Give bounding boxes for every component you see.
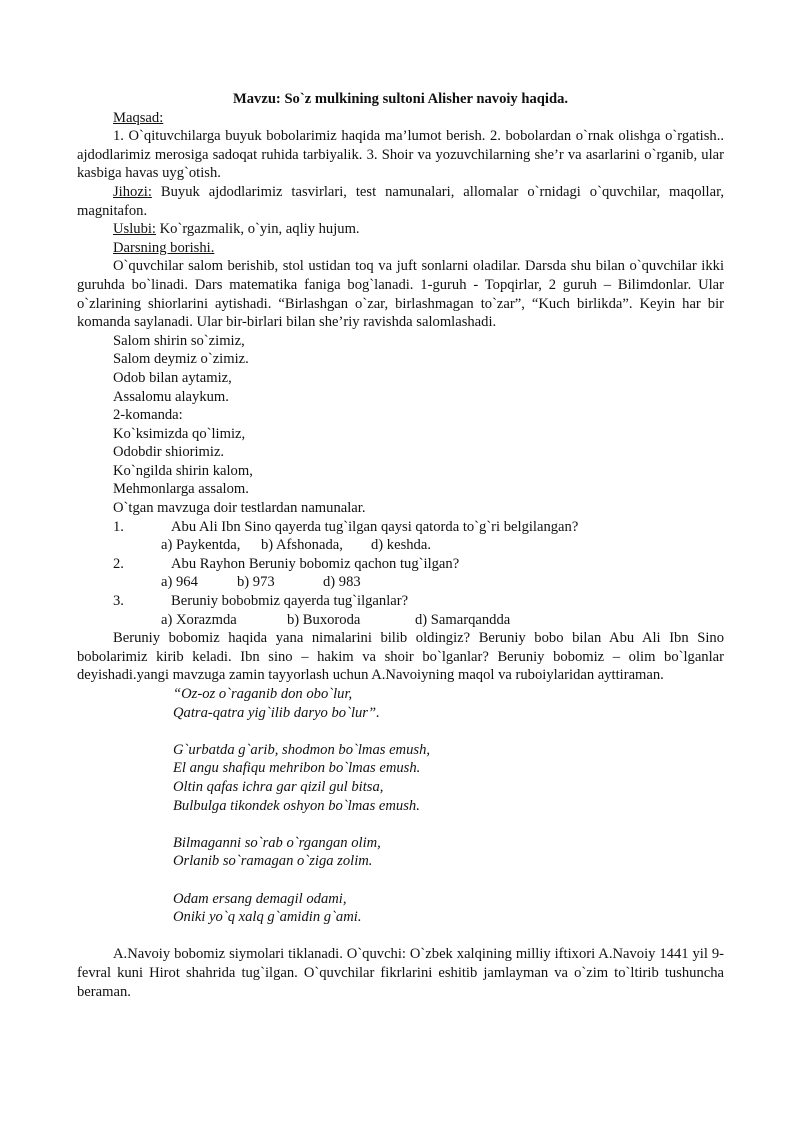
poem-line: Bilmaganni so`rab o`rgangan olim, <box>173 834 381 851</box>
test-question <box>77 592 724 611</box>
question-text: Abu Ali Ibn Sino qayerda tug`ilgan qaysi qatorda to`g`ri belgilangan? <box>171 518 579 535</box>
answer-options <box>77 573 724 592</box>
text-line: Salom deymiz o`zimiz. <box>113 351 249 368</box>
answer-option: a) 964 <box>161 574 198 591</box>
maqsad-label: Maqsad: <box>113 109 164 126</box>
answer-option: b) Buxoroda <box>287 611 361 628</box>
uslubi-paragraph <box>77 220 724 239</box>
text-line: Ko`ngilda shirin kalom, <box>113 462 253 479</box>
test-question <box>77 518 724 537</box>
closing-paragraph: A.Navoiy bobomiz siymolari tiklanadi. O`quvchi: O`zbek xalqining milliy iftixori A.Navoiy 1441 yil 9-fevral kuni Hirot shahrida tug`ilgan. O`quvchilar fikrlarini eshitib jamlayman va o`zim to`ltirib tushuncha beraman. <box>77 946 724 1000</box>
answer-option: d) 983 <box>323 574 361 591</box>
text-line: 2-komanda: <box>113 407 183 424</box>
answer-option: d) keshda. <box>371 537 431 554</box>
document-page <box>77 90 724 1001</box>
jihozi-paragraph <box>77 183 724 220</box>
intro-paragraph: O`quvchilar salom berishib, stol ustidan toq va juft sonlarni oladilar. Darsda shu bilan o`quvchilar ikki guruhda bo`linadi. Dars matematika faniga bog`lanadi. 1-guruh - Topqirlar, 2 guruh – Bilimdonlar. Ular o`zlarining shiorlarini aytishadi. “Birlashgan o`zar, birlashmagan to`zar”, “Kuch birlikda”. Keyin har bir komanda saylanadi. Ular bir-birlari bilan she’riy ravishda salomlashadi. <box>77 258 724 331</box>
uslubi-text: Ko`rgazmalik, o`yin, aqliy hujum. <box>155 221 360 238</box>
answer-option: d) Samarqandda <box>415 611 511 628</box>
poem-line: Oltin qafas ichra gar qizil gul bitsa, <box>173 778 384 795</box>
question-number: 1. <box>113 518 124 535</box>
text-line: Salom shirin so`zimiz, <box>113 332 245 349</box>
answer-option: a) Xorazmda <box>161 611 237 628</box>
text-line: Assalomu alaykum. <box>113 388 229 405</box>
poem-block <box>77 685 724 927</box>
summary-paragraph: Beruniy bobomiz haqida yana nimalarini bilib oldingiz? Beruniy bobo bilan Abu Ali Ibn Sino bobolarimiz kirib keladi. Ibn sino – hakim va shoir bo`lganlar? Beruniy bobomiz – olim bo`lganlar deyishadi.yangi mavzuga zamin tayyorlash uchun A.Navoiyning maqol va ruboiylaridan ayttiraman. <box>77 630 724 684</box>
poem-line: Oniki yo`q xalq g`amidin g`ami. <box>173 909 362 926</box>
poem-line: Odam ersang demagil odami, <box>173 890 347 907</box>
maqsad-paragraph: 1. O`qituvchilarga buyuk bobolarimiz haqida ma’lumot berish. 2. bobolardan o`rnak olishga o`rgatish.. ajdodlarimiz merosiga sadoqat ruhida tarbiyalik. 3. Shoir va yozuvchilarning she’r va asarlarini o`rganib, ular kasbiga havas uyg`otish. <box>77 128 724 182</box>
text-line: Odob bilan aytamiz, <box>113 369 232 386</box>
jihozi-label: Jihozi: <box>113 183 152 200</box>
poem-line: El angu shafiqu mehribon bo`lmas emush. <box>173 760 421 777</box>
poem-line: G`urbatda g`arib, shodmon bo`lmas emush, <box>173 741 431 758</box>
test-question <box>77 555 724 574</box>
question-number: 2. <box>113 555 124 572</box>
answer-options <box>77 611 724 630</box>
borishi-label: Darsning borishi. <box>113 239 215 256</box>
answer-option: a) Paykentda, <box>161 537 241 554</box>
poem-line: Qatra-qatra yig`ilib daryo bo`lur”. <box>173 704 380 721</box>
maqsad-heading <box>77 109 724 128</box>
answer-option: b) Afshonada, <box>261 537 343 554</box>
poem-line: Bulbulga tikondek oshyon bo`lmas emush. <box>173 797 420 814</box>
page-title: Mavzu: So`z mulkining sultoni Alisher navoiy haqida. <box>232 91 569 107</box>
text-line: O`tgan mavzuga doir testlardan namunalar. <box>113 500 366 517</box>
question-text: Beruniy bobobmiz qayerda tug`ilganlar? <box>171 593 409 610</box>
borishi-heading <box>77 239 724 258</box>
answer-options <box>77 536 724 555</box>
poem-line: “Oz-oz o`raganib don obo`lur, <box>173 686 353 702</box>
question-number: 3. <box>113 593 124 610</box>
jihozi-text: Buyuk ajdodlarimiz tasvirlari, test namunalari, allomalar o`rnidagi o`quvchilar, maqollar, magnitafon. <box>77 183 724 219</box>
text-line: Mehmonlarga assalom. <box>113 481 249 498</box>
text-line: Odobdir shiorimiz. <box>113 444 225 461</box>
poem-line: Orlanib so`ramagan o`ziga zolim. <box>173 853 373 870</box>
uslubi-label: Uslubi: <box>113 221 156 238</box>
answer-option: b) 973 <box>237 574 275 591</box>
question-text: Abu Rayhon Beruniy bobomiz qachon tug`ilgan? <box>171 555 460 572</box>
text-line: Ko`ksimizda qo`limiz, <box>113 425 246 442</box>
